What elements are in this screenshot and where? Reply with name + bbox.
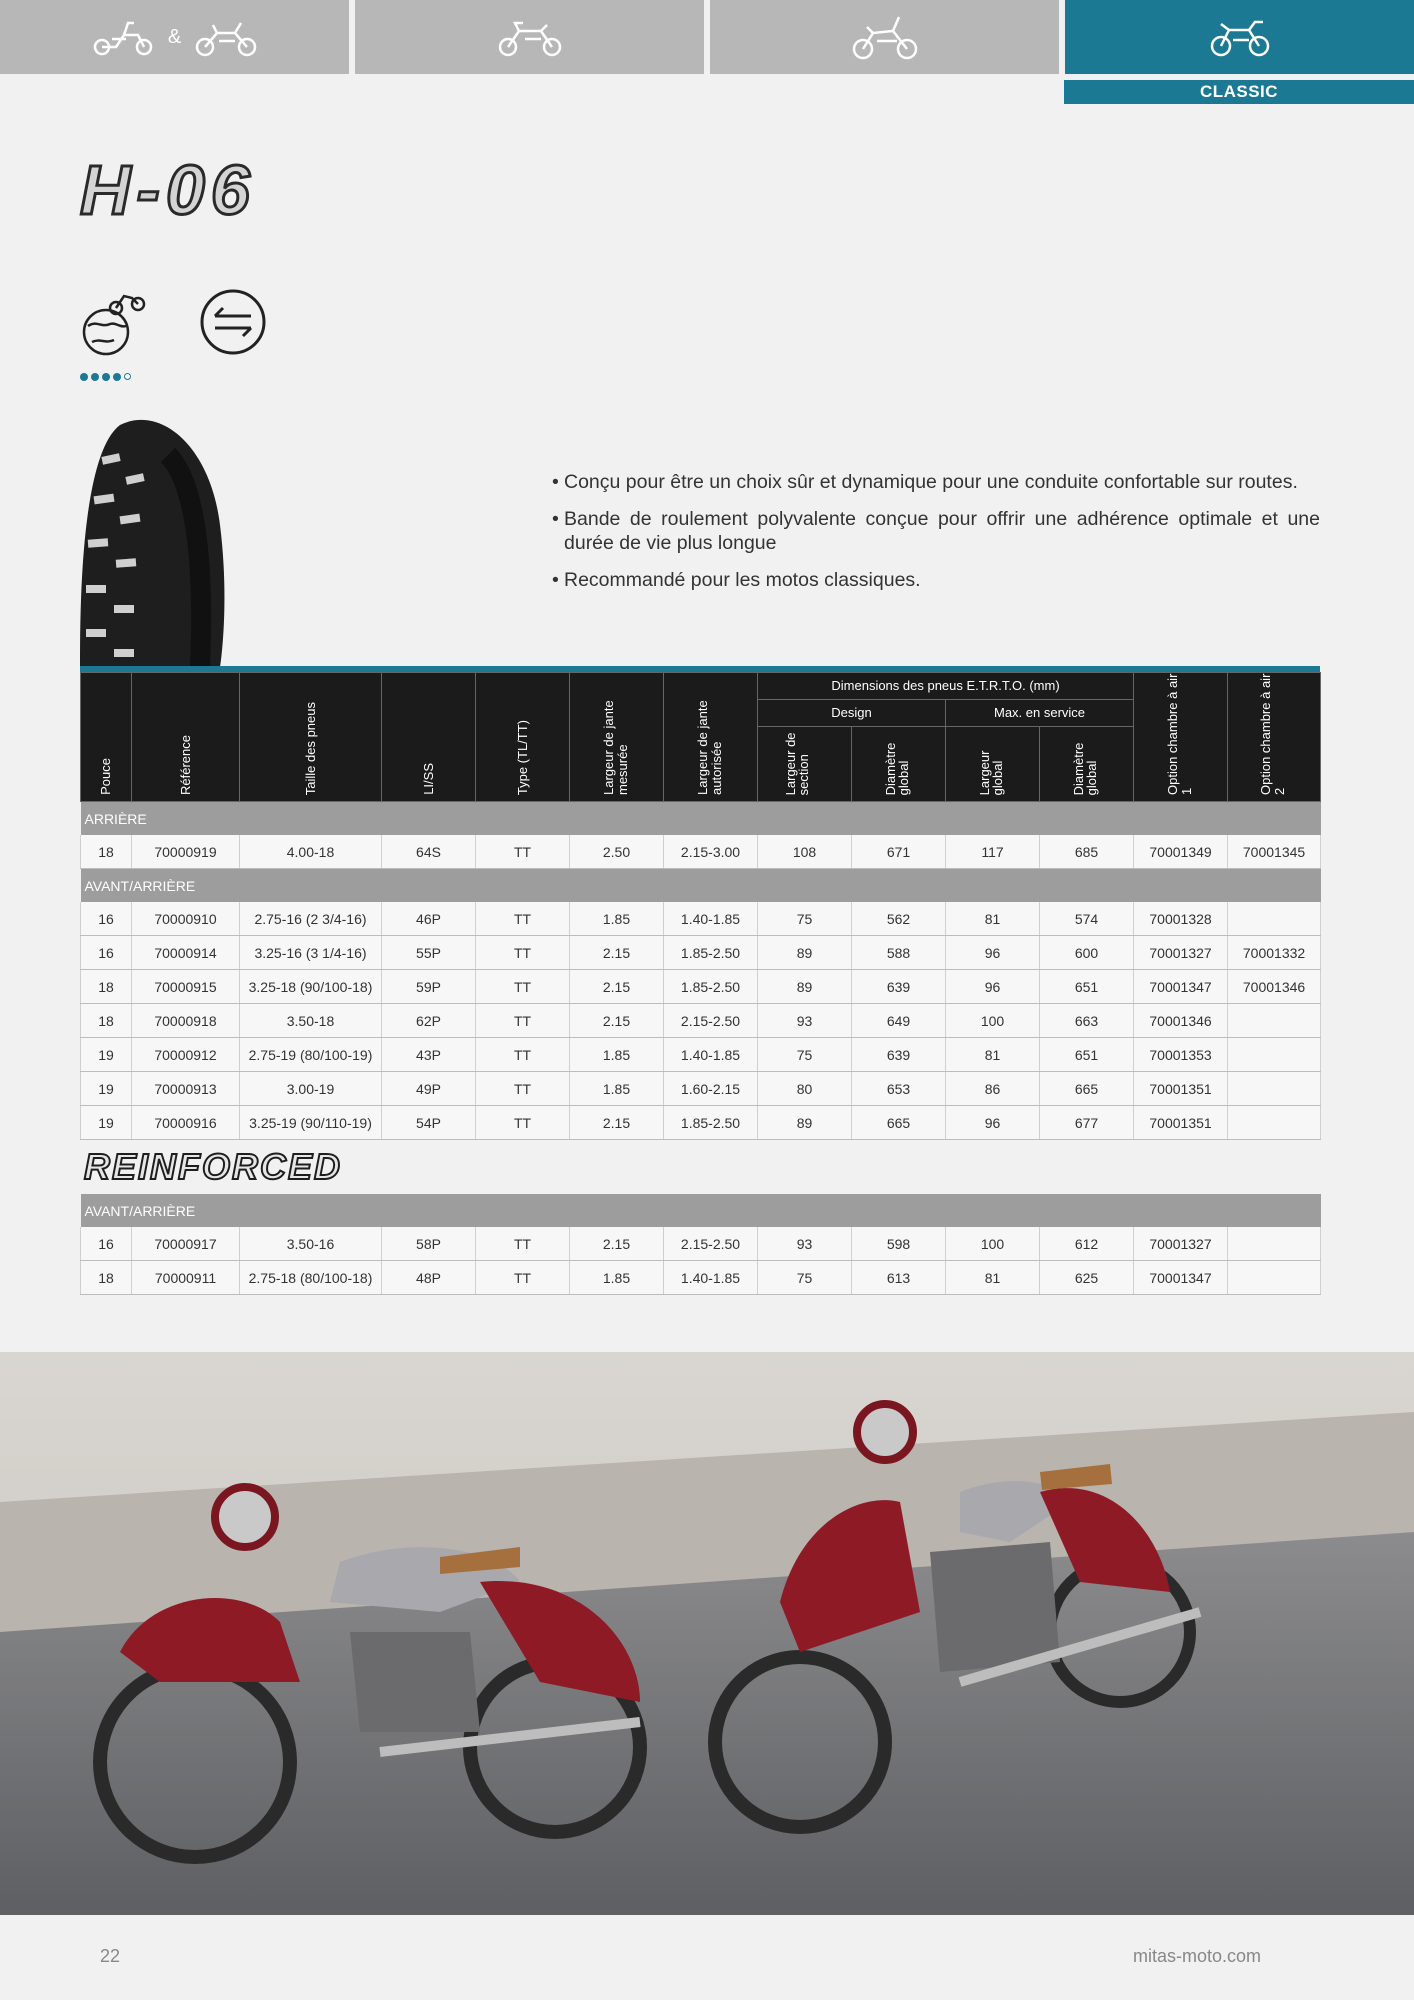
table-cell: 19 <box>81 1106 132 1140</box>
table-cell: 685 <box>1040 835 1134 869</box>
table-cell: 75 <box>758 1261 852 1295</box>
table-cell: 75 <box>758 902 852 936</box>
table-cell: 2.75-16 (2 3/4-16) <box>240 902 382 936</box>
table-cell: 70000917 <box>132 1227 240 1261</box>
table-cell: 70001349 <box>1134 835 1228 869</box>
reinforced-table-body <box>81 1194 1321 1295</box>
rating-dot-filled <box>80 373 88 381</box>
table-cell: 562 <box>852 902 946 936</box>
header-largeur-section: Largeur de section <box>758 726 852 801</box>
table-cell <box>1228 1072 1321 1106</box>
table-cell: TT <box>476 1261 570 1295</box>
table-cell: 1.85-2.50 <box>664 1106 758 1140</box>
table-cell: 70001353 <box>1134 1038 1228 1072</box>
table-cell: 70001345 <box>1228 835 1321 869</box>
table-cell: 653 <box>852 1072 946 1106</box>
table-cell: 651 <box>1040 1038 1134 1072</box>
table-cell: 70000914 <box>132 936 240 970</box>
table-cell: 100 <box>946 1004 1040 1038</box>
table-cell: 55P <box>382 936 476 970</box>
category-nav <box>0 0 1414 74</box>
header-taille: Taille des pneus <box>240 673 382 802</box>
table-cell: 1.40-1.85 <box>664 902 758 936</box>
directional-arrows-icon <box>199 288 267 356</box>
table-cell: 1.40-1.85 <box>664 1261 758 1295</box>
table-cell: 80 <box>758 1072 852 1106</box>
table-cell: 89 <box>758 1106 852 1140</box>
header-option2: Option chambre à air 2 <box>1228 673 1321 802</box>
classic-motorcycles-photo <box>0 1352 1414 1915</box>
table-cell <box>1228 1227 1321 1261</box>
feature-item: • Conçu pour être un choix sûr et dynamique pour une conduite confortable sur routes. <box>552 470 1320 494</box>
header-pouce: Pouce <box>81 673 132 802</box>
table-cell: TT <box>476 936 570 970</box>
table-cell: 665 <box>852 1106 946 1140</box>
tab-motocross[interactable] <box>355 0 704 74</box>
table-cell: 70000912 <box>132 1038 240 1072</box>
table-cell: 1.60-2.15 <box>664 1072 758 1106</box>
table-cell: 639 <box>852 970 946 1004</box>
table-cell: 96 <box>946 1106 1040 1140</box>
table-row <box>81 1106 1321 1140</box>
table-cell: 70000916 <box>132 1106 240 1140</box>
table-cell: 1.85-2.50 <box>664 936 758 970</box>
table-cell: 3.25-16 (3 1/4-16) <box>240 936 382 970</box>
table-cell: 100 <box>946 1227 1040 1261</box>
table-cell: 16 <box>81 1227 132 1261</box>
table-cell: 663 <box>1040 1004 1134 1038</box>
table-cell: TT <box>476 902 570 936</box>
scooter-icon <box>88 17 158 57</box>
tire-image <box>80 415 240 667</box>
header-option1: Option chambre à air 1 <box>1134 673 1228 802</box>
table-row <box>81 1261 1321 1295</box>
table-row <box>81 902 1321 936</box>
table-cell: 96 <box>946 970 1040 1004</box>
table-cell: 43P <box>382 1038 476 1072</box>
rating-dot-filled <box>91 373 99 381</box>
table-cell: 612 <box>1040 1227 1134 1261</box>
table-cell: 2.75-19 (80/100-19) <box>240 1038 382 1072</box>
table-cell: TT <box>476 1038 570 1072</box>
table-cell: 93 <box>758 1227 852 1261</box>
table-cell: 677 <box>1040 1106 1134 1140</box>
section-row <box>81 1194 1321 1227</box>
table-cell: 1.85 <box>570 902 664 936</box>
spec-table <box>80 672 1321 1140</box>
table-cell: 96 <box>946 936 1040 970</box>
feature-text: Recommandé pour les motos classiques. <box>564 569 921 591</box>
table-cell: 70001347 <box>1134 970 1228 1004</box>
table-cell: 1.40-1.85 <box>664 1038 758 1072</box>
table-cell: TT <box>476 835 570 869</box>
table-cell: 62P <box>382 1004 476 1038</box>
table-cell: 18 <box>81 1261 132 1295</box>
table-row <box>81 1072 1321 1106</box>
table-row <box>81 970 1321 1004</box>
feature-text: Bande de roulement polyvalente conçue pour offrir une adhérence optimale et une durée de vie plus longue <box>564 508 1320 554</box>
table-body <box>81 802 1321 1140</box>
table-row <box>81 1227 1321 1261</box>
classic-bike-icon <box>1207 16 1273 58</box>
table-row <box>81 1038 1321 1072</box>
table-cell: TT <box>476 1004 570 1038</box>
world-motorcycle-icon <box>80 288 146 358</box>
table-cell: 54P <box>382 1106 476 1140</box>
table-cell: 70001328 <box>1134 902 1228 936</box>
table-cell: 2.15-3.00 <box>664 835 758 869</box>
sportbike-icon <box>849 13 921 61</box>
header-largeur-global: Largeur global <box>946 726 1040 801</box>
table-cell: 108 <box>758 835 852 869</box>
section-label: ARRIÈRE <box>81 802 1321 836</box>
table-cell: 1.85 <box>570 1072 664 1106</box>
table-cell: TT <box>476 1106 570 1140</box>
table-cell: 3.25-19 (90/110-19) <box>240 1106 382 1140</box>
table-cell: 598 <box>852 1227 946 1261</box>
table-cell: 613 <box>852 1261 946 1295</box>
table-cell: TT <box>476 1227 570 1261</box>
table-cell: 16 <box>81 902 132 936</box>
table-cell: 117 <box>946 835 1040 869</box>
header-jante-mesuree: Largeur de jante mesurée <box>570 673 664 802</box>
table-cell: 70000910 <box>132 902 240 936</box>
table-cell: 625 <box>1040 1261 1134 1295</box>
table-cell: 19 <box>81 1072 132 1106</box>
table-cell: 18 <box>81 835 132 869</box>
table-cell: 2.15-2.50 <box>664 1227 758 1261</box>
table-cell: 1.85-2.50 <box>664 970 758 1004</box>
table-row <box>81 835 1321 869</box>
table-cell: 649 <box>852 1004 946 1038</box>
table-cell: 3.50-18 <box>240 1004 382 1038</box>
table-row <box>81 1004 1321 1038</box>
header-reference: Référence <box>132 673 240 802</box>
tab-sport[interactable] <box>710 0 1059 74</box>
table-cell: 81 <box>946 1038 1040 1072</box>
table-cell: 58P <box>382 1227 476 1261</box>
table-cell: 1.85 <box>570 1261 664 1295</box>
motocross-icon <box>495 17 565 57</box>
table-cell: 70000919 <box>132 835 240 869</box>
header-max-service: Max. en service <box>946 699 1134 726</box>
table-cell <box>1228 1004 1321 1038</box>
feature-item: • Bande de roulement polyvalente conçue pour offrir une adhérence optimale et une durée de vie plus longue <box>552 508 1320 554</box>
feature-item: • Recommandé pour les motos classiques. <box>552 568 1320 592</box>
table-cell: 671 <box>852 835 946 869</box>
table-cell: 70000911 <box>132 1261 240 1295</box>
table-cell: 651 <box>1040 970 1134 1004</box>
table-cell: 70001332 <box>1228 936 1321 970</box>
rating-dot-filled <box>102 373 110 381</box>
table-cell: 3.50-16 <box>240 1227 382 1261</box>
table-cell: 89 <box>758 936 852 970</box>
table-cell: 2.15 <box>570 1004 664 1038</box>
table-cell: 75 <box>758 1038 852 1072</box>
header-design: Design <box>758 699 946 726</box>
product-title: H-06 <box>80 151 256 229</box>
table-cell: 70001351 <box>1134 1072 1228 1106</box>
table-cell <box>1228 902 1321 936</box>
table-cell: 1.85 <box>570 1038 664 1072</box>
tab-classic[interactable] <box>1065 0 1414 74</box>
header-jante-autorisee: Largeur de jante autorisée <box>664 673 758 802</box>
amp-label: & <box>167 25 182 48</box>
spec-table-wrapper <box>80 666 1320 1295</box>
table-cell: 2.15 <box>570 970 664 1004</box>
table-cell: 639 <box>852 1038 946 1072</box>
table-cell: 64S <box>382 835 476 869</box>
table-cell: 86 <box>946 1072 1040 1106</box>
table-cell: 81 <box>946 902 1040 936</box>
table-cell: 574 <box>1040 902 1134 936</box>
table-cell: 70001346 <box>1134 1004 1228 1038</box>
table-cell: 89 <box>758 970 852 1004</box>
table-cell: 19 <box>81 1038 132 1072</box>
table-cell: 4.00-18 <box>240 835 382 869</box>
table-cell: 600 <box>1040 936 1134 970</box>
table-cell: 70001327 <box>1134 1227 1228 1261</box>
table-cell: 2.50 <box>570 835 664 869</box>
rating-dot-empty <box>124 373 131 380</box>
table-cell <box>1228 1038 1321 1072</box>
header-liss: LI/SS <box>382 673 476 802</box>
section-label: AVANT/ARRIÈRE <box>81 869 1321 903</box>
feature-list <box>552 470 1320 605</box>
header-diametre-global: Diamètre global <box>852 726 946 801</box>
table-cell: 70000915 <box>132 970 240 1004</box>
header-diametre-global-2: Diamètre global <box>1040 726 1134 801</box>
table-cell: 18 <box>81 970 132 1004</box>
section-row <box>81 869 1321 903</box>
table-cell: 70001351 <box>1134 1106 1228 1140</box>
table-row <box>81 936 1321 970</box>
table-cell: 46P <box>382 902 476 936</box>
table-cell: 48P <box>382 1261 476 1295</box>
rating-dots <box>80 373 131 381</box>
header-dimensions: Dimensions des pneus E.T.R.T.O. (mm) <box>758 673 1134 700</box>
reinforced-banner <box>80 1140 1320 1194</box>
table-cell: 2.15-2.50 <box>664 1004 758 1038</box>
section-row <box>81 802 1321 836</box>
motorcycle-icon <box>191 17 261 57</box>
table-cell <box>1228 1261 1321 1295</box>
table-cell: 16 <box>81 936 132 970</box>
table-cell: 70001327 <box>1134 936 1228 970</box>
table-cell: 93 <box>758 1004 852 1038</box>
table-cell: 3.00-19 <box>240 1072 382 1106</box>
tab-scooter-moto[interactable] <box>0 0 349 74</box>
table-cell: 70001346 <box>1228 970 1321 1004</box>
table-cell <box>1228 1106 1321 1140</box>
feature-text: Conçu pour être un choix sûr et dynamique pour une conduite confortable sur routes. <box>564 471 1298 493</box>
table-cell: 2.15 <box>570 1106 664 1140</box>
table-cell: TT <box>476 1072 570 1106</box>
table-cell: 3.25-18 (90/100-18) <box>240 970 382 1004</box>
rating-dot-filled <box>113 373 121 381</box>
table-cell: 49P <box>382 1072 476 1106</box>
table-cell: 18 <box>81 1004 132 1038</box>
header-type: Type (TL/TT) <box>476 673 570 802</box>
table-cell: 70000918 <box>132 1004 240 1038</box>
reinforced-table <box>80 1194 1321 1295</box>
table-cell: 2.15 <box>570 936 664 970</box>
reinforced-label: REINFORCED <box>84 1146 343 1187</box>
section-label: AVANT/ARRIÈRE <box>81 1194 1321 1227</box>
table-cell: 70001347 <box>1134 1261 1228 1295</box>
table-cell: 2.15 <box>570 1227 664 1261</box>
table-cell: 588 <box>852 936 946 970</box>
category-label: CLASSIC <box>1064 80 1414 104</box>
website-link[interactable]: mitas-moto.com <box>1133 1946 1262 1966</box>
table-cell: 81 <box>946 1261 1040 1295</box>
table-cell: 665 <box>1040 1072 1134 1106</box>
page-number: 22 <box>100 1946 121 1966</box>
table-cell: TT <box>476 970 570 1004</box>
table-cell: 2.75-18 (80/100-18) <box>240 1261 382 1295</box>
table-cell: 59P <box>382 970 476 1004</box>
table-cell: 70000913 <box>132 1072 240 1106</box>
